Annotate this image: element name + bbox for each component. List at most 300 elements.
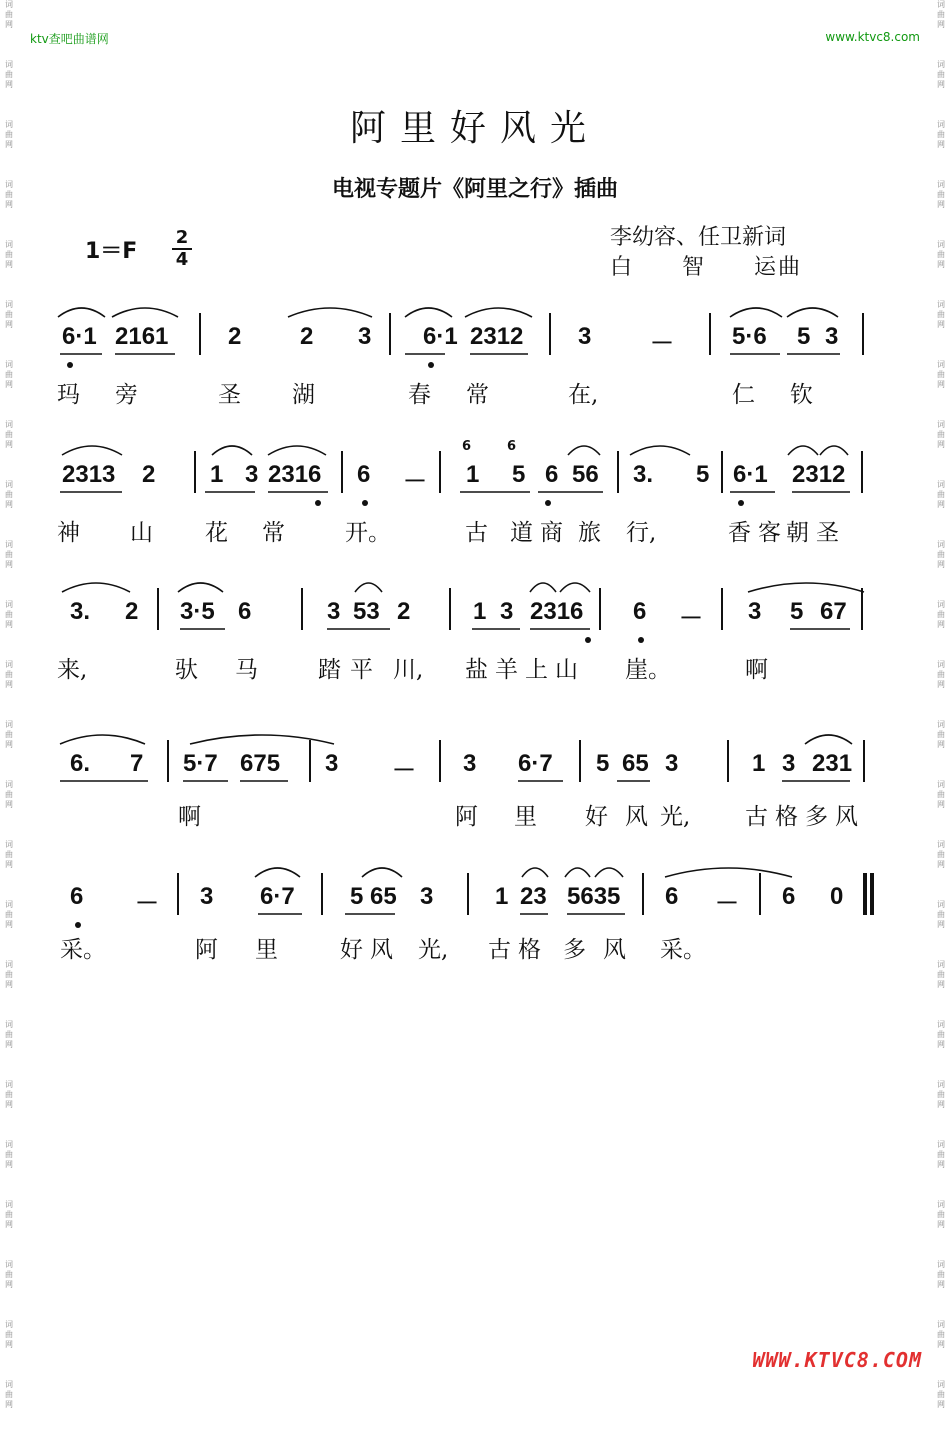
watermark-char: 曲 [937,370,945,379]
watermark-char: 曲 [5,730,13,739]
slur-arc [62,446,122,455]
lyric-char: 春 [408,382,431,408]
note: 6 [665,883,679,910]
note: 6 [357,461,371,488]
lyric-char: 古 [745,804,768,830]
note: 2 [397,598,411,625]
watermark-char: 曲 [937,850,945,859]
watermark-char: 网 [937,680,945,689]
watermark-char: 曲 [5,1390,13,1399]
watermark-char: 词 [937,180,945,189]
watermark-char: 网 [937,1160,945,1169]
watermark-char: 词 [937,780,945,789]
watermark-char: 网 [937,140,945,149]
note: 53 [353,598,380,625]
watermark-char: 曲 [937,1030,945,1039]
slur-arc [355,583,382,592]
note: 23 [520,883,547,910]
note: 1 [210,461,224,488]
lyric-char: 旅 [578,520,601,546]
watermark-char: 网 [5,920,13,929]
note: 2316 [268,461,322,488]
lyric-char: 光, [660,804,691,830]
lyric-char: 风 [625,804,648,830]
watermark-char: 网 [5,1220,13,1229]
watermark-char: 词 [937,1200,945,1209]
octave-dot [585,637,591,643]
watermark-char: 词 [5,540,13,549]
watermark-char: 词 [5,240,13,249]
watermark-char: 网 [5,1160,13,1169]
watermark-char: 词 [5,1260,13,1269]
lyric-char: 盐 [465,657,488,683]
slur-arc [748,583,864,592]
lyric-char: 香 [728,520,751,546]
watermark-char: 曲 [5,70,13,79]
lyric-char: 好 [585,804,608,830]
slur-arc [268,446,326,455]
slur-arc [630,446,690,455]
note: 1 [752,750,766,777]
watermark-char: 词 [937,420,945,429]
watermark-char: 网 [5,1100,13,1109]
site-url-footer: WWW.KTVC8.COM [752,1348,922,1372]
watermark-char: 网 [5,980,13,989]
lyric-char: 格 [518,937,541,963]
watermark-char: 词 [937,660,945,669]
note: － [650,330,674,357]
watermark-char: 网 [5,680,13,689]
note: 2 [125,598,139,625]
watermark-char: 词 [5,300,13,309]
note: 3 [420,883,434,910]
note: 675 [240,750,281,777]
time-signature-top: 2 [172,228,192,250]
watermark-char: 曲 [937,790,945,799]
watermark-char: 曲 [937,490,945,499]
lyric-char: 格 [775,804,798,830]
slur-arc [60,735,145,744]
watermark-char: 曲 [5,1030,13,1039]
lyric-char: 神 [57,520,80,546]
watermark-char: 词 [5,420,13,429]
watermark-char: 网 [937,1400,945,1409]
lyric-char: 旁 [115,382,138,408]
note: 3 [245,461,259,488]
watermark-char: 网 [937,920,945,929]
lyric-char: 客 [758,520,781,546]
lyric-char: 圣 [218,382,241,408]
note: 3. [633,461,654,488]
note: 5 [512,461,526,488]
watermark-char: 词 [937,0,945,9]
watermark-char: 曲 [5,430,13,439]
watermark-char: 曲 [5,1210,13,1219]
watermark-char: 曲 [5,850,13,859]
slur-arc [190,735,334,744]
watermark-char: 词 [5,780,13,789]
note: 1 [466,461,480,488]
watermark-char: 曲 [937,130,945,139]
slur-arc [178,583,223,592]
lyric-char: 羊 [495,657,518,683]
lyric-char: 商 [540,520,563,546]
slur-arc [530,583,556,592]
watermark-char: 网 [937,560,945,569]
note: 5·7 [183,750,218,777]
watermark-char: 词 [937,360,945,369]
lyric-char: 阿 [455,804,478,830]
slur-arc [730,308,782,317]
watermark-char: 曲 [5,250,13,259]
slur-arc [112,308,178,317]
grace-note: 6 [507,439,517,454]
slur-arc [805,735,852,744]
note: 3. [70,598,91,625]
lyric-char: 啊 [745,657,768,683]
watermark-char: 网 [5,800,13,809]
watermark-char: 词 [937,1380,945,1389]
note: 5 [596,750,610,777]
lyric-char: 川, [393,657,424,683]
watermark-char: 词 [5,120,13,129]
watermark-char: 曲 [5,790,13,799]
slur-arc [595,868,623,877]
watermark-char: 网 [937,380,945,389]
watermark-char: 网 [937,80,945,89]
lyric-char: 钦 [790,382,813,408]
watermark-char: 网 [5,500,13,509]
lyric-char: 行, [626,520,657,546]
note: 3 [578,323,592,350]
watermark-char: 词 [5,1200,13,1209]
lyric-char: 里 [514,804,537,830]
lyric-char: 光, [418,937,449,963]
watermark-char: 曲 [937,1150,945,1159]
lyric-char: 朝 [786,520,809,546]
lyric-char: 多 [563,937,586,963]
watermark-char: 词 [5,720,13,729]
watermark-char: 曲 [937,310,945,319]
lyric-char: 仁 [732,382,755,408]
watermark-char: 网 [5,1280,13,1289]
watermark-char: 词 [5,660,13,669]
note: 6·1 [62,323,97,350]
time-signature-bottom: 4 [175,249,189,270]
lyric-char: 马 [235,657,258,683]
note: 6·1 [423,323,458,350]
slur-arc [788,446,818,455]
watermark-char: 曲 [5,190,13,199]
lyric-char: 古 [465,520,488,546]
song-title: 阿里好风光 [349,108,600,149]
note: － [403,468,427,495]
watermark-char: 网 [5,860,13,869]
watermark-char: 网 [937,980,945,989]
watermark-char: 词 [5,60,13,69]
note: 3 [327,598,341,625]
slur-arc [212,446,252,455]
lyric-char: 古 [488,937,511,963]
lyric-char: 风 [603,937,626,963]
lyric-char: 花 [205,520,228,546]
watermark-char: 曲 [5,310,13,319]
watermark-char: 词 [5,1140,13,1149]
watermark-char: 曲 [5,550,13,559]
note: 6 [238,598,252,625]
octave-dot [67,362,73,368]
slur-arc [405,308,452,317]
watermark-char: 曲 [937,910,945,919]
watermark-char: 词 [937,1260,945,1269]
watermark-char: 网 [937,1220,945,1229]
watermark-char: 曲 [5,370,13,379]
lyric-char: 好 [340,937,363,963]
note: － [679,605,703,632]
lyric-char: 开。 [345,520,391,546]
note: 2 [300,323,314,350]
watermark-char: 词 [937,720,945,729]
note: 65 [622,750,649,777]
watermark-char: 曲 [5,610,13,619]
note: 2161 [115,323,169,350]
watermark-char: 曲 [937,70,945,79]
octave-dot [428,362,434,368]
note: 3 [463,750,477,777]
note: 56 [572,461,599,488]
watermark-char: 曲 [5,1270,13,1279]
lyric-char: 圣 [816,520,839,546]
lyric-char: 多 [805,804,828,830]
watermark-char: 词 [937,540,945,549]
note: 6·7 [518,750,553,777]
note: 3 [358,323,372,350]
slur-arc [62,583,130,592]
watermark-char: 网 [937,1100,945,1109]
slur-arc [568,446,600,455]
note: 2312 [792,461,846,488]
watermark-char: 词 [937,960,945,969]
note: 5 [790,598,804,625]
watermark-char: 词 [5,600,13,609]
note: 5 [696,461,710,488]
note: － [135,890,159,917]
watermark-char: 词 [5,1080,13,1089]
watermark-char: 网 [937,800,945,809]
lyric-char: 道 [510,520,533,546]
note: 6. [70,750,91,777]
note: 5635 [567,883,621,910]
watermark-char: 网 [5,1400,13,1409]
note: 6 [545,461,559,488]
watermark-char: 网 [5,1340,13,1349]
site-url-right: www.ktvc8.com [825,30,920,44]
note: 5·6 [732,323,767,350]
watermark-char: 词 [5,960,13,969]
watermark-char: 曲 [5,1090,13,1099]
watermark-char: 网 [5,20,13,29]
note: 3 [665,750,679,777]
watermark-char: 网 [5,440,13,449]
note: 6·1 [733,461,768,488]
watermark-char: 词 [937,120,945,129]
watermark-char: 网 [937,1280,945,1289]
note: 6·7 [260,883,295,910]
watermark-char: 网 [5,80,13,89]
watermark-char: 网 [5,200,13,209]
note: 2 [228,323,242,350]
key-signature: 1＝F [85,239,138,264]
note: 5 [797,323,811,350]
slur-arc [255,868,300,877]
note: 2313 [62,461,116,488]
lyric-char: 常 [262,520,285,546]
watermark-char: 曲 [5,130,13,139]
watermark-char: 词 [937,1320,945,1329]
watermark-char: 网 [937,440,945,449]
lyric-char: 平 [350,657,373,683]
lyric-char: 踏 [318,657,341,683]
watermark-char: 词 [5,480,13,489]
note: 2312 [470,323,524,350]
lyric-char: 玛 [57,382,80,408]
watermark-char: 词 [937,300,945,309]
slur-arc [665,868,792,877]
watermark-char: 词 [937,1080,945,1089]
watermark-char: 网 [5,140,13,149]
watermark-char: 网 [937,1340,945,1349]
watermark-char: 曲 [937,1210,945,1219]
watermark-char: 词 [937,600,945,609]
watermark-char: 曲 [5,490,13,499]
lyric-char: 阿 [195,937,218,963]
lyric-char: 风 [835,804,858,830]
note: 3 [200,883,214,910]
note: 3 [782,750,796,777]
watermark-char: 曲 [5,1150,13,1159]
octave-dot [738,500,744,506]
watermark-char: 词 [5,840,13,849]
slur-arc [820,446,848,455]
note: 3·5 [180,598,215,625]
note: 2316 [530,598,584,625]
watermark-char: 词 [5,1320,13,1329]
song-subtitle: 电视专题片《阿里之行》插曲 [331,177,618,202]
lyric-char: 啊 [178,804,201,830]
watermark-char: 曲 [937,550,945,559]
slur-arc [565,868,590,877]
watermark-char: 曲 [5,670,13,679]
note: 3 [825,323,839,350]
lyric-char: 常 [466,382,489,408]
watermark-char: 曲 [937,190,945,199]
watermark-char: 网 [937,200,945,209]
note: 3 [325,750,339,777]
note: 65 [370,883,397,910]
lyricist-credit: 李幼容、任卫新词 [610,225,787,250]
lyric-char: 上 [525,657,548,683]
slur-arc [560,583,590,592]
slur-arc [787,308,838,317]
watermark-char: 曲 [937,250,945,259]
note: － [392,757,416,784]
watermark-char: 网 [937,620,945,629]
watermark-char: 网 [5,740,13,749]
note: 5 [350,883,364,910]
watermark-char: 词 [5,180,13,189]
watermark-char: 曲 [937,430,945,439]
watermark-char: 曲 [5,910,13,919]
slur-arc [465,308,532,317]
note: 231 [812,750,853,777]
watermark-char: 词 [937,840,945,849]
watermark-char: 曲 [937,10,945,19]
lyric-char: 在, [568,382,599,408]
watermark-char: 曲 [5,970,13,979]
note: 6 [70,883,84,910]
watermark-char: 词 [5,1020,13,1029]
octave-dot [362,500,368,506]
watermark-char: 网 [5,620,13,629]
lyric-char: 风 [370,937,393,963]
slur-arc [362,868,402,877]
note: 7 [130,750,144,777]
watermark-char: 词 [937,480,945,489]
slur-arc [522,868,548,877]
lyric-char: 采。 [60,937,106,963]
watermark-char: 词 [5,0,13,9]
watermark-char: 曲 [937,1390,945,1399]
grace-note: 6 [462,439,472,454]
watermark-char: 曲 [937,1330,945,1339]
watermark-char: 网 [937,320,945,329]
note: 3 [748,598,762,625]
lyric-char: 湖 [292,382,315,408]
watermark-char: 曲 [5,10,13,19]
slur-arc [58,308,105,317]
watermark-char: 网 [937,860,945,869]
note: 2 [142,461,156,488]
watermark-char: 曲 [937,610,945,619]
watermark-char: 词 [5,900,13,909]
watermark-char: 曲 [937,1090,945,1099]
watermark-char: 网 [937,260,945,269]
octave-dot [315,500,321,506]
watermark-char: 曲 [937,1270,945,1279]
lyric-char: 来, [57,657,88,683]
watermark-char: 词 [937,240,945,249]
watermark-char: 词 [5,1380,13,1389]
lyric-char: 里 [255,937,278,963]
note: 6 [782,883,796,910]
note: 1 [495,883,509,910]
lyric-char: 山 [130,520,153,546]
watermark-char: 网 [937,740,945,749]
watermark-char: 网 [5,380,13,389]
watermark-char: 网 [5,560,13,569]
slur-arc [288,308,372,317]
octave-dot [545,500,551,506]
watermark-char: 曲 [937,970,945,979]
watermark-char: 网 [5,260,13,269]
note: 3 [500,598,514,625]
watermark-char: 词 [937,60,945,69]
watermark-char: 曲 [937,670,945,679]
octave-dot [75,922,81,928]
watermark-char: 网 [937,500,945,509]
note: 67 [820,598,847,625]
note: 1 [473,598,487,625]
